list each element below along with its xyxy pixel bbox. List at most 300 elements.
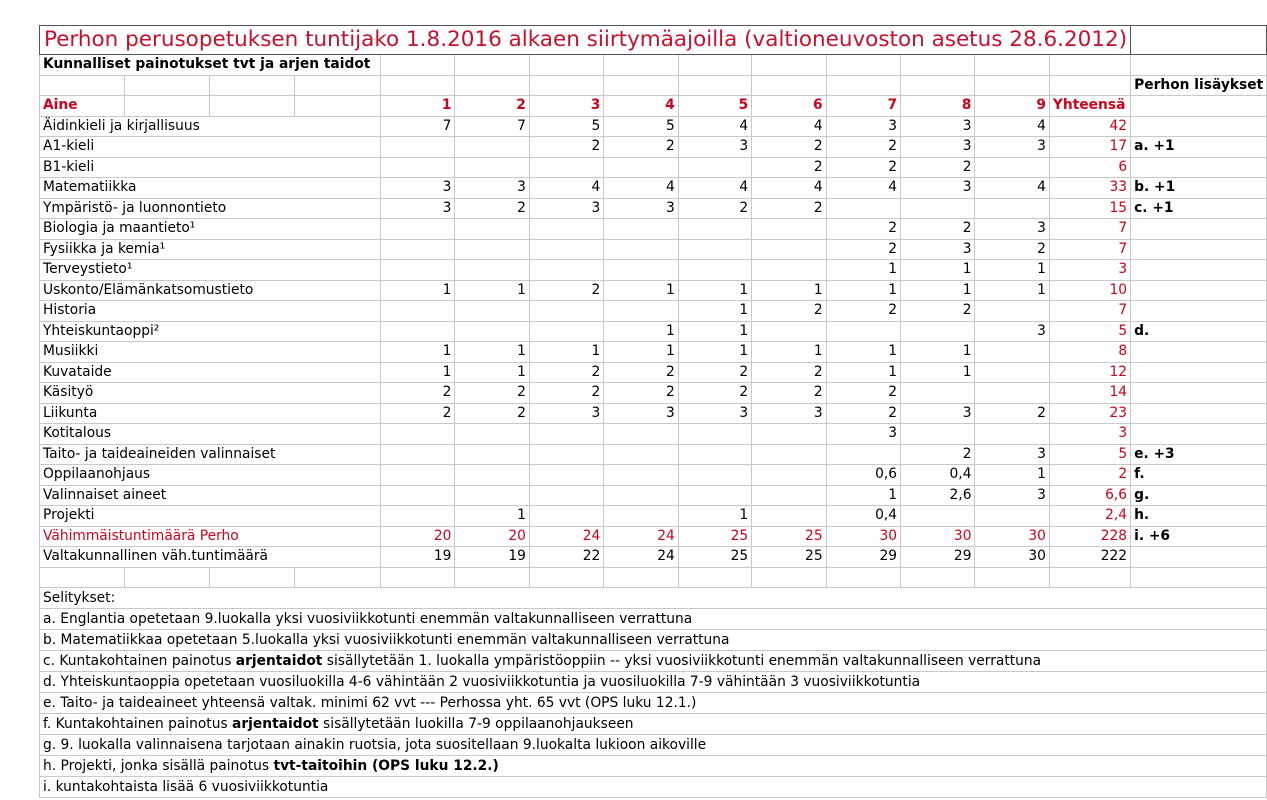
subtitle-cell[interactable]: Kunnalliset painotukset tvt ja arjen taidot bbox=[40, 55, 381, 76]
hours-cell[interactable]: 2 bbox=[752, 137, 826, 158]
hours-cell[interactable]: 2 bbox=[678, 383, 751, 404]
empty-cell[interactable] bbox=[826, 55, 900, 76]
note-cell[interactable] bbox=[40, 756, 1267, 777]
hours-cell[interactable]: 1 bbox=[455, 342, 529, 363]
hours-cell[interactable] bbox=[678, 260, 751, 281]
hours-cell[interactable]: 1 bbox=[975, 280, 1049, 301]
addition-cell[interactable]: d. bbox=[1131, 321, 1267, 342]
hours-cell[interactable]: 1 bbox=[975, 260, 1049, 281]
hours-cell[interactable] bbox=[381, 260, 455, 281]
subject-name-cell[interactable]: Kotitalous bbox=[40, 424, 381, 445]
hours-cell[interactable] bbox=[826, 198, 900, 219]
hours-cell[interactable]: 1 bbox=[901, 342, 975, 363]
hours-cell[interactable] bbox=[604, 260, 678, 281]
total-cell[interactable]: 7 bbox=[1049, 301, 1130, 322]
hours-cell[interactable]: 2 bbox=[455, 198, 529, 219]
empty-cell[interactable] bbox=[1131, 567, 1267, 588]
hours-cell[interactable]: 3 bbox=[381, 198, 455, 219]
hours-cell[interactable]: 1 bbox=[975, 465, 1049, 486]
grade-header-cell[interactable]: 8 bbox=[901, 96, 975, 117]
hours-cell[interactable]: 5 bbox=[604, 116, 678, 137]
hours-cell[interactable]: 2 bbox=[381, 403, 455, 424]
addition-cell[interactable] bbox=[1131, 362, 1267, 383]
hours-cell[interactable]: 2 bbox=[604, 137, 678, 158]
empty-cell[interactable] bbox=[752, 55, 826, 76]
subject-name-cell[interactable]: Taito- ja taideaineiden valinnaiset bbox=[40, 444, 381, 465]
addition-cell[interactable]: g. bbox=[1131, 485, 1267, 506]
hours-cell[interactable]: 4 bbox=[604, 178, 678, 199]
hours-cell[interactable]: 2 bbox=[826, 383, 900, 404]
hours-cell[interactable]: 3 bbox=[975, 485, 1049, 506]
hours-cell[interactable]: 2 bbox=[975, 403, 1049, 424]
hours-cell[interactable] bbox=[678, 465, 751, 486]
hours-cell[interactable]: 2 bbox=[678, 362, 751, 383]
subject-name-cell[interactable]: Valinnaiset aineet bbox=[40, 485, 381, 506]
empty-cell[interactable] bbox=[752, 567, 826, 588]
hours-cell[interactable]: 2 bbox=[752, 198, 826, 219]
empty-cell[interactable] bbox=[1131, 96, 1267, 117]
addition-cell[interactable] bbox=[1131, 260, 1267, 281]
hours-cell[interactable]: 1 bbox=[826, 362, 900, 383]
hours-cell[interactable]: 1 bbox=[381, 280, 455, 301]
hours-cell[interactable]: 1 bbox=[826, 260, 900, 281]
hours-cell[interactable]: 2 bbox=[752, 157, 826, 178]
empty-cell[interactable] bbox=[381, 75, 455, 96]
sheet-title[interactable]: Perhon perusopetuksen tuntijako 1.8.2016 alkaen siirtymäajoilla (valtioneuvoston asetus 28.6.2012) bbox=[40, 26, 1131, 55]
hours-cell[interactable] bbox=[975, 342, 1049, 363]
empty-cell[interactable] bbox=[529, 75, 603, 96]
note-cell[interactable] bbox=[40, 735, 1267, 756]
hours-cell[interactable] bbox=[975, 301, 1049, 322]
hours-cell[interactable]: 0,4 bbox=[901, 465, 975, 486]
hours-cell[interactable] bbox=[901, 321, 975, 342]
hours-cell[interactable]: 1 bbox=[455, 280, 529, 301]
total-cell[interactable]: 23 bbox=[1049, 403, 1130, 424]
subject-name-cell[interactable]: B1-kieli bbox=[40, 157, 381, 178]
note-cell[interactable] bbox=[40, 777, 1267, 798]
hours-cell[interactable]: 2 bbox=[826, 157, 900, 178]
subject-name-cell[interactable]: Kuvataide bbox=[40, 362, 381, 383]
addition-cell[interactable] bbox=[1131, 383, 1267, 404]
grade-header-cell[interactable]: 4 bbox=[604, 96, 678, 117]
hours-cell[interactable] bbox=[381, 301, 455, 322]
empty-cell[interactable] bbox=[901, 75, 975, 96]
hours-cell[interactable]: 1 bbox=[826, 280, 900, 301]
hours-cell[interactable] bbox=[678, 485, 751, 506]
subject-name-cell[interactable]: Äidinkieli ja kirjallisuus bbox=[40, 116, 381, 137]
hours-cell[interactable] bbox=[604, 465, 678, 486]
minimum-hours-cell[interactable]: 30 bbox=[901, 526, 975, 547]
hours-cell[interactable]: 1 bbox=[381, 362, 455, 383]
hours-cell[interactable] bbox=[975, 424, 1049, 445]
hours-cell[interactable]: 2 bbox=[901, 444, 975, 465]
subject-name-cell[interactable]: Terveystieto¹ bbox=[40, 260, 381, 281]
hours-cell[interactable]: 4 bbox=[975, 178, 1049, 199]
minimum-hours-cell[interactable]: 24 bbox=[529, 526, 603, 547]
empty-cell[interactable] bbox=[294, 567, 380, 588]
empty-cell[interactable] bbox=[826, 75, 900, 96]
additions-header-cell[interactable]: Perhon lisäykset bbox=[1131, 75, 1267, 96]
empty-cell[interactable] bbox=[1049, 567, 1130, 588]
hours-cell[interactable] bbox=[455, 444, 529, 465]
hours-cell[interactable] bbox=[381, 239, 455, 260]
empty-cell[interactable] bbox=[381, 55, 455, 76]
national-hours-cell[interactable]: 19 bbox=[455, 547, 529, 568]
hours-cell[interactable]: 1 bbox=[901, 362, 975, 383]
hours-cell[interactable]: 2 bbox=[826, 219, 900, 240]
subject-name-cell[interactable]: Liikunta bbox=[40, 403, 381, 424]
minimum-hours-cell[interactable]: 20 bbox=[455, 526, 529, 547]
subject-name-cell[interactable]: Projekti bbox=[40, 506, 381, 527]
total-cell[interactable]: 5 bbox=[1049, 321, 1130, 342]
grade-header-cell[interactable]: 6 bbox=[752, 96, 826, 117]
national-hours-cell[interactable]: 30 bbox=[975, 547, 1049, 568]
hours-cell[interactable]: 1 bbox=[678, 321, 751, 342]
empty-cell[interactable] bbox=[604, 55, 678, 76]
empty-cell[interactable] bbox=[826, 567, 900, 588]
subject-name-cell[interactable]: Historia bbox=[40, 301, 381, 322]
hours-cell[interactable]: 2 bbox=[901, 219, 975, 240]
subject-name-cell[interactable]: Biologia ja maantieto¹ bbox=[40, 219, 381, 240]
addition-cell[interactable]: b. +1 bbox=[1131, 178, 1267, 199]
hours-cell[interactable]: 3 bbox=[975, 137, 1049, 158]
hours-cell[interactable] bbox=[752, 321, 826, 342]
hours-cell[interactable] bbox=[381, 424, 455, 445]
addition-cell[interactable] bbox=[1131, 342, 1267, 363]
total-cell[interactable]: 5 bbox=[1049, 444, 1130, 465]
hours-cell[interactable] bbox=[381, 137, 455, 158]
addition-cell[interactable]: f. bbox=[1131, 465, 1267, 486]
hours-cell[interactable] bbox=[529, 219, 603, 240]
hours-cell[interactable] bbox=[455, 239, 529, 260]
hours-cell[interactable]: 1 bbox=[529, 342, 603, 363]
hours-cell[interactable] bbox=[381, 219, 455, 240]
hours-cell[interactable] bbox=[381, 485, 455, 506]
empty-cell[interactable] bbox=[1131, 547, 1267, 568]
addition-cell[interactable] bbox=[1131, 157, 1267, 178]
subject-name-cell[interactable]: A1-kieli bbox=[40, 137, 381, 158]
note-cell[interactable] bbox=[40, 693, 1267, 714]
hours-cell[interactable] bbox=[752, 485, 826, 506]
hours-cell[interactable]: 2 bbox=[826, 301, 900, 322]
empty-cell[interactable] bbox=[455, 567, 529, 588]
hours-cell[interactable]: 2 bbox=[529, 280, 603, 301]
empty-cell[interactable] bbox=[209, 567, 294, 588]
hours-cell[interactable]: 1 bbox=[901, 280, 975, 301]
hours-cell[interactable] bbox=[529, 485, 603, 506]
hours-cell[interactable]: 3 bbox=[529, 403, 603, 424]
empty-cell[interactable] bbox=[40, 75, 125, 96]
total-cell[interactable]: 17 bbox=[1049, 137, 1130, 158]
hours-cell[interactable]: 1 bbox=[604, 280, 678, 301]
total-cell[interactable]: 8 bbox=[1049, 342, 1130, 363]
hours-cell[interactable]: 3 bbox=[901, 137, 975, 158]
hours-cell[interactable] bbox=[752, 465, 826, 486]
hours-cell[interactable] bbox=[529, 157, 603, 178]
hours-cell[interactable]: 4 bbox=[826, 178, 900, 199]
hours-cell[interactable] bbox=[975, 383, 1049, 404]
hours-cell[interactable] bbox=[529, 260, 603, 281]
hours-cell[interactable] bbox=[826, 321, 900, 342]
hours-cell[interactable] bbox=[678, 444, 751, 465]
hours-cell[interactable]: 2 bbox=[604, 362, 678, 383]
hours-cell[interactable]: 3 bbox=[455, 178, 529, 199]
hours-cell[interactable] bbox=[678, 239, 751, 260]
hours-cell[interactable]: 4 bbox=[529, 178, 603, 199]
empty-cell[interactable] bbox=[1131, 55, 1267, 76]
hours-cell[interactable]: 2 bbox=[752, 362, 826, 383]
note-cell[interactable] bbox=[40, 672, 1267, 693]
total-cell[interactable]: 14 bbox=[1049, 383, 1130, 404]
hours-cell[interactable] bbox=[381, 506, 455, 527]
hours-cell[interactable]: 3 bbox=[678, 137, 751, 158]
hours-cell[interactable] bbox=[529, 444, 603, 465]
hours-cell[interactable] bbox=[901, 383, 975, 404]
hours-cell[interactable] bbox=[678, 219, 751, 240]
national-hours-cell[interactable]: 29 bbox=[826, 547, 900, 568]
minimum-hours-cell[interactable]: 30 bbox=[826, 526, 900, 547]
hours-cell[interactable]: 1 bbox=[826, 485, 900, 506]
empty-cell[interactable] bbox=[604, 567, 678, 588]
hours-cell[interactable]: 3 bbox=[678, 403, 751, 424]
hours-cell[interactable] bbox=[901, 198, 975, 219]
minimum-hours-cell[interactable]: 25 bbox=[678, 526, 751, 547]
hours-cell[interactable]: 3 bbox=[604, 403, 678, 424]
total-header-cell[interactable]: Yhteensä bbox=[1049, 96, 1130, 117]
hours-cell[interactable] bbox=[678, 424, 751, 445]
hours-cell[interactable]: 3 bbox=[901, 403, 975, 424]
hours-cell[interactable]: 3 bbox=[901, 239, 975, 260]
hours-cell[interactable]: 4 bbox=[678, 178, 751, 199]
hours-cell[interactable] bbox=[975, 157, 1049, 178]
subject-name-cell[interactable]: Oppilaanohjaus bbox=[40, 465, 381, 486]
note-cell[interactable] bbox=[40, 630, 1267, 651]
hours-cell[interactable]: 2 bbox=[826, 403, 900, 424]
hours-cell[interactable]: 4 bbox=[752, 116, 826, 137]
hours-cell[interactable]: 7 bbox=[381, 116, 455, 137]
hours-cell[interactable]: 1 bbox=[678, 506, 751, 527]
empty-cell[interactable] bbox=[752, 75, 826, 96]
hours-cell[interactable]: 3 bbox=[826, 116, 900, 137]
subject-name-cell[interactable]: Käsityö bbox=[40, 383, 381, 404]
hours-cell[interactable]: 3 bbox=[901, 178, 975, 199]
total-cell[interactable]: 6,6 bbox=[1049, 485, 1130, 506]
hours-cell[interactable]: 1 bbox=[678, 301, 751, 322]
hours-cell[interactable]: 1 bbox=[604, 321, 678, 342]
hours-cell[interactable]: 5 bbox=[529, 116, 603, 137]
empty-cell[interactable] bbox=[209, 75, 294, 96]
hours-cell[interactable] bbox=[529, 301, 603, 322]
minimum-hours-cell[interactable]: 20 bbox=[381, 526, 455, 547]
hours-cell[interactable] bbox=[529, 424, 603, 445]
grade-header-cell[interactable]: 3 bbox=[529, 96, 603, 117]
national-hours-cell[interactable]: 29 bbox=[901, 547, 975, 568]
empty-cell[interactable] bbox=[124, 96, 209, 117]
subject-name-cell[interactable]: Ympäristö- ja luonnontieto bbox=[40, 198, 381, 219]
hours-cell[interactable] bbox=[975, 198, 1049, 219]
total-cell[interactable]: 33 bbox=[1049, 178, 1130, 199]
hours-cell[interactable]: 2 bbox=[826, 137, 900, 158]
hours-cell[interactable]: 3 bbox=[752, 403, 826, 424]
hours-cell[interactable] bbox=[529, 321, 603, 342]
empty-cell[interactable] bbox=[975, 55, 1049, 76]
subject-name-cell[interactable]: Yhteiskuntaoppi² bbox=[40, 321, 381, 342]
subject-name-cell[interactable]: Fysiikka ja kemia¹ bbox=[40, 239, 381, 260]
hours-cell[interactable]: 2 bbox=[529, 137, 603, 158]
hours-cell[interactable]: 3 bbox=[529, 198, 603, 219]
hours-cell[interactable]: 2 bbox=[529, 362, 603, 383]
total-cell[interactable]: 12 bbox=[1049, 362, 1130, 383]
hours-cell[interactable]: 3 bbox=[975, 219, 1049, 240]
total-cell[interactable]: 2 bbox=[1049, 465, 1130, 486]
total-cell[interactable]: 3 bbox=[1049, 424, 1130, 445]
hours-cell[interactable]: 1 bbox=[678, 280, 751, 301]
empty-cell[interactable] bbox=[455, 75, 529, 96]
grade-header-cell[interactable]: 5 bbox=[678, 96, 751, 117]
minimum-hours-cell[interactable]: 25 bbox=[752, 526, 826, 547]
total-cell[interactable]: 42 bbox=[1049, 116, 1130, 137]
empty-cell[interactable] bbox=[678, 567, 751, 588]
hours-cell[interactable] bbox=[604, 239, 678, 260]
minimum-hours-cell[interactable]: 30 bbox=[975, 526, 1049, 547]
hours-cell[interactable]: 3 bbox=[604, 198, 678, 219]
hours-cell[interactable] bbox=[901, 506, 975, 527]
hours-cell[interactable]: 2 bbox=[455, 403, 529, 424]
total-cell[interactable]: 2,4 bbox=[1049, 506, 1130, 527]
national-hours-cell[interactable]: 25 bbox=[752, 547, 826, 568]
minimum-hours-label[interactable]: Vähimmäistuntimäärä Perho bbox=[40, 526, 381, 547]
hours-cell[interactable] bbox=[604, 157, 678, 178]
empty-cell[interactable] bbox=[1049, 75, 1130, 96]
hours-cell[interactable]: 3 bbox=[901, 116, 975, 137]
note-cell[interactable] bbox=[40, 714, 1267, 735]
national-hours-cell[interactable]: 22 bbox=[529, 547, 603, 568]
hours-cell[interactable]: 1 bbox=[901, 260, 975, 281]
hours-cell[interactable] bbox=[455, 424, 529, 445]
addition-cell[interactable] bbox=[1131, 301, 1267, 322]
grade-header-cell[interactable]: 1 bbox=[381, 96, 455, 117]
hours-cell[interactable] bbox=[455, 157, 529, 178]
empty-cell[interactable] bbox=[975, 75, 1049, 96]
hours-cell[interactable] bbox=[604, 485, 678, 506]
grade-header-cell[interactable]: 7 bbox=[826, 96, 900, 117]
hours-cell[interactable]: 0,4 bbox=[826, 506, 900, 527]
hours-cell[interactable]: 2 bbox=[826, 239, 900, 260]
hours-cell[interactable] bbox=[604, 444, 678, 465]
empty-cell[interactable] bbox=[678, 75, 751, 96]
hours-cell[interactable]: 2 bbox=[678, 198, 751, 219]
empty-cell[interactable] bbox=[1049, 55, 1130, 76]
empty-cell[interactable] bbox=[529, 55, 603, 76]
total-cell[interactable]: 6 bbox=[1049, 157, 1130, 178]
hours-cell[interactable]: 2 bbox=[901, 157, 975, 178]
note-cell[interactable] bbox=[40, 651, 1267, 672]
hours-cell[interactable] bbox=[604, 219, 678, 240]
empty-cell[interactable] bbox=[901, 567, 975, 588]
hours-cell[interactable]: 1 bbox=[604, 342, 678, 363]
hours-cell[interactable]: 2 bbox=[752, 301, 826, 322]
hours-cell[interactable] bbox=[604, 301, 678, 322]
empty-cell[interactable] bbox=[529, 567, 603, 588]
hours-cell[interactable] bbox=[604, 424, 678, 445]
hours-cell[interactable] bbox=[752, 219, 826, 240]
empty-cell[interactable] bbox=[209, 96, 294, 117]
empty-cell[interactable] bbox=[604, 75, 678, 96]
national-hours-cell[interactable]: 24 bbox=[604, 547, 678, 568]
hours-cell[interactable] bbox=[975, 362, 1049, 383]
empty-cell[interactable] bbox=[40, 567, 125, 588]
hours-cell[interactable]: 1 bbox=[455, 362, 529, 383]
hours-cell[interactable]: 2,6 bbox=[901, 485, 975, 506]
hours-cell[interactable]: 2 bbox=[975, 239, 1049, 260]
subject-name-cell[interactable]: Uskonto/Elämänkatsomustieto bbox=[40, 280, 381, 301]
empty-cell[interactable] bbox=[381, 567, 455, 588]
hours-cell[interactable] bbox=[901, 424, 975, 445]
hours-cell[interactable]: 0,6 bbox=[826, 465, 900, 486]
national-hours-cell[interactable]: 25 bbox=[678, 547, 751, 568]
hours-cell[interactable] bbox=[752, 260, 826, 281]
hours-cell[interactable] bbox=[455, 260, 529, 281]
hours-cell[interactable]: 2 bbox=[901, 301, 975, 322]
empty-cell[interactable] bbox=[1131, 26, 1267, 55]
hours-cell[interactable]: 2 bbox=[529, 383, 603, 404]
hours-cell[interactable] bbox=[975, 506, 1049, 527]
hours-cell[interactable] bbox=[455, 465, 529, 486]
empty-cell[interactable] bbox=[294, 75, 380, 96]
addition-cell[interactable] bbox=[1131, 219, 1267, 240]
hours-cell[interactable] bbox=[455, 219, 529, 240]
addition-cell[interactable] bbox=[1131, 424, 1267, 445]
note-cell[interactable] bbox=[40, 609, 1267, 630]
hours-cell[interactable]: 3 bbox=[975, 444, 1049, 465]
hours-cell[interactable] bbox=[381, 444, 455, 465]
hours-cell[interactable] bbox=[381, 465, 455, 486]
subject-header-cell[interactable]: Aine bbox=[40, 96, 125, 117]
hours-cell[interactable] bbox=[455, 301, 529, 322]
hours-cell[interactable]: 4 bbox=[678, 116, 751, 137]
hours-cell[interactable]: 3 bbox=[975, 321, 1049, 342]
hours-cell[interactable]: 1 bbox=[826, 342, 900, 363]
hours-cell[interactable] bbox=[752, 424, 826, 445]
grade-header-cell[interactable]: 2 bbox=[455, 96, 529, 117]
hours-cell[interactable]: 2 bbox=[752, 383, 826, 404]
empty-cell[interactable] bbox=[455, 55, 529, 76]
national-total-cell[interactable]: 222 bbox=[1049, 547, 1130, 568]
addition-cell[interactable]: c. +1 bbox=[1131, 198, 1267, 219]
hours-cell[interactable]: 4 bbox=[975, 116, 1049, 137]
total-cell[interactable]: 10 bbox=[1049, 280, 1130, 301]
addition-cell[interactable] bbox=[1131, 280, 1267, 301]
addition-cell[interactable] bbox=[1131, 116, 1267, 137]
addition-cell[interactable]: i. +6 bbox=[1131, 526, 1267, 547]
hours-cell[interactable] bbox=[826, 444, 900, 465]
hours-cell[interactable]: 4 bbox=[752, 178, 826, 199]
total-cell[interactable]: 15 bbox=[1049, 198, 1130, 219]
hours-cell[interactable] bbox=[529, 239, 603, 260]
empty-cell[interactable] bbox=[124, 567, 209, 588]
total-cell[interactable]: 3 bbox=[1049, 260, 1130, 281]
addition-cell[interactable]: h. bbox=[1131, 506, 1267, 527]
hours-cell[interactable]: 2 bbox=[455, 383, 529, 404]
hours-cell[interactable]: 1 bbox=[678, 342, 751, 363]
grade-header-cell[interactable]: 9 bbox=[975, 96, 1049, 117]
hours-cell[interactable]: 3 bbox=[826, 424, 900, 445]
empty-cell[interactable] bbox=[678, 55, 751, 76]
hours-cell[interactable]: 1 bbox=[381, 342, 455, 363]
hours-cell[interactable] bbox=[752, 444, 826, 465]
empty-cell[interactable] bbox=[975, 567, 1049, 588]
minimum-total-cell[interactable]: 228 bbox=[1049, 526, 1130, 547]
